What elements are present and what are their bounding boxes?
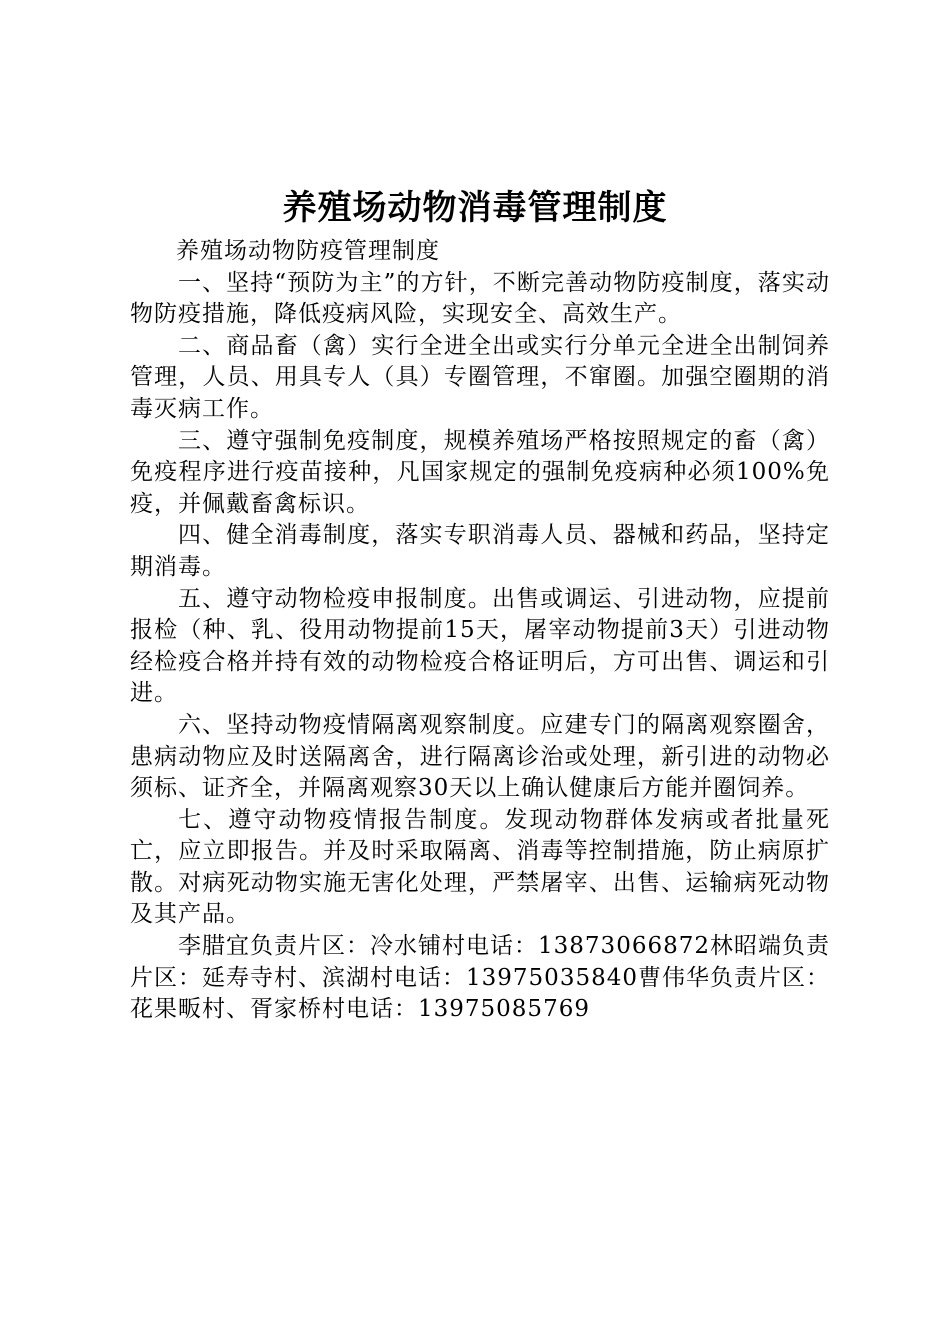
document-title: 养殖场动物消毒管理制度 [282,188,668,228]
document-body [130,236,830,1026]
paragraph-5: 五、遵守动物检疫申报制度。出售或调运、引进动物，应提前报检（种、乳、役用动物提前15天，屠宰动物提前3天）引进动物经检疫合格并持有效的动物检疫合格证明后，方可出售、调运和引进。 [130,585,830,707]
paragraph-2: 二、商品畜（禽）实行全进全出或实行分单元全进全出制饲养管理，人员、用具专人（具）专圈管理，不窜圈。加强空圈期的消毒灭病工作。 [130,332,830,422]
document-subtitle: 养殖场动物防疫管理制度 [176,238,440,264]
contacts-paragraph: 李腊宜负责片区：冷水铺村电话：13873066872林昭端负责片区：延寿寺村、滨湖村电话：13975035840曹伟华负责片区：花果畈村、胥家桥村电话：13975085769 [130,933,830,1023]
paragraph-3: 三、遵守强制免疫制度，规模养殖场严格按照规定的畜（禽）免疫程序进行疫苗接种，凡国家规定的强制免疫病种必须100%免疫，并佩戴畜禽标识。 [130,427,830,517]
paragraph-7: 七、遵守动物疫情报告制度。发现动物群体发病或者批量死亡，应立即报告。并及时采取隔离、消毒等控制措施，防止病原扩散。对病死动物实施无害化处理，严禁屠宰、出售、运输病死动物及其产品。 [130,806,830,928]
paragraph-6: 六、坚持动物疫情隔离观察制度。应建专门的隔离观察圈舍，患病动物应及时送隔离舍，进行隔离诊治或处理，新引进的动物必须标、证齐全，并隔离观察30天以上确认健康后方能并圈饲养。 [130,711,830,802]
paragraph-1: 一、坚持“预防为主”的方针，不断完善动物防疫制度，落实动物防疫措施，降低疫病风险，实现安全、高效生产。 [130,269,830,328]
paragraph-4: 四、健全消毒制度，落实专职消毒人员、器械和药品，坚持定期消毒。 [130,522,830,580]
